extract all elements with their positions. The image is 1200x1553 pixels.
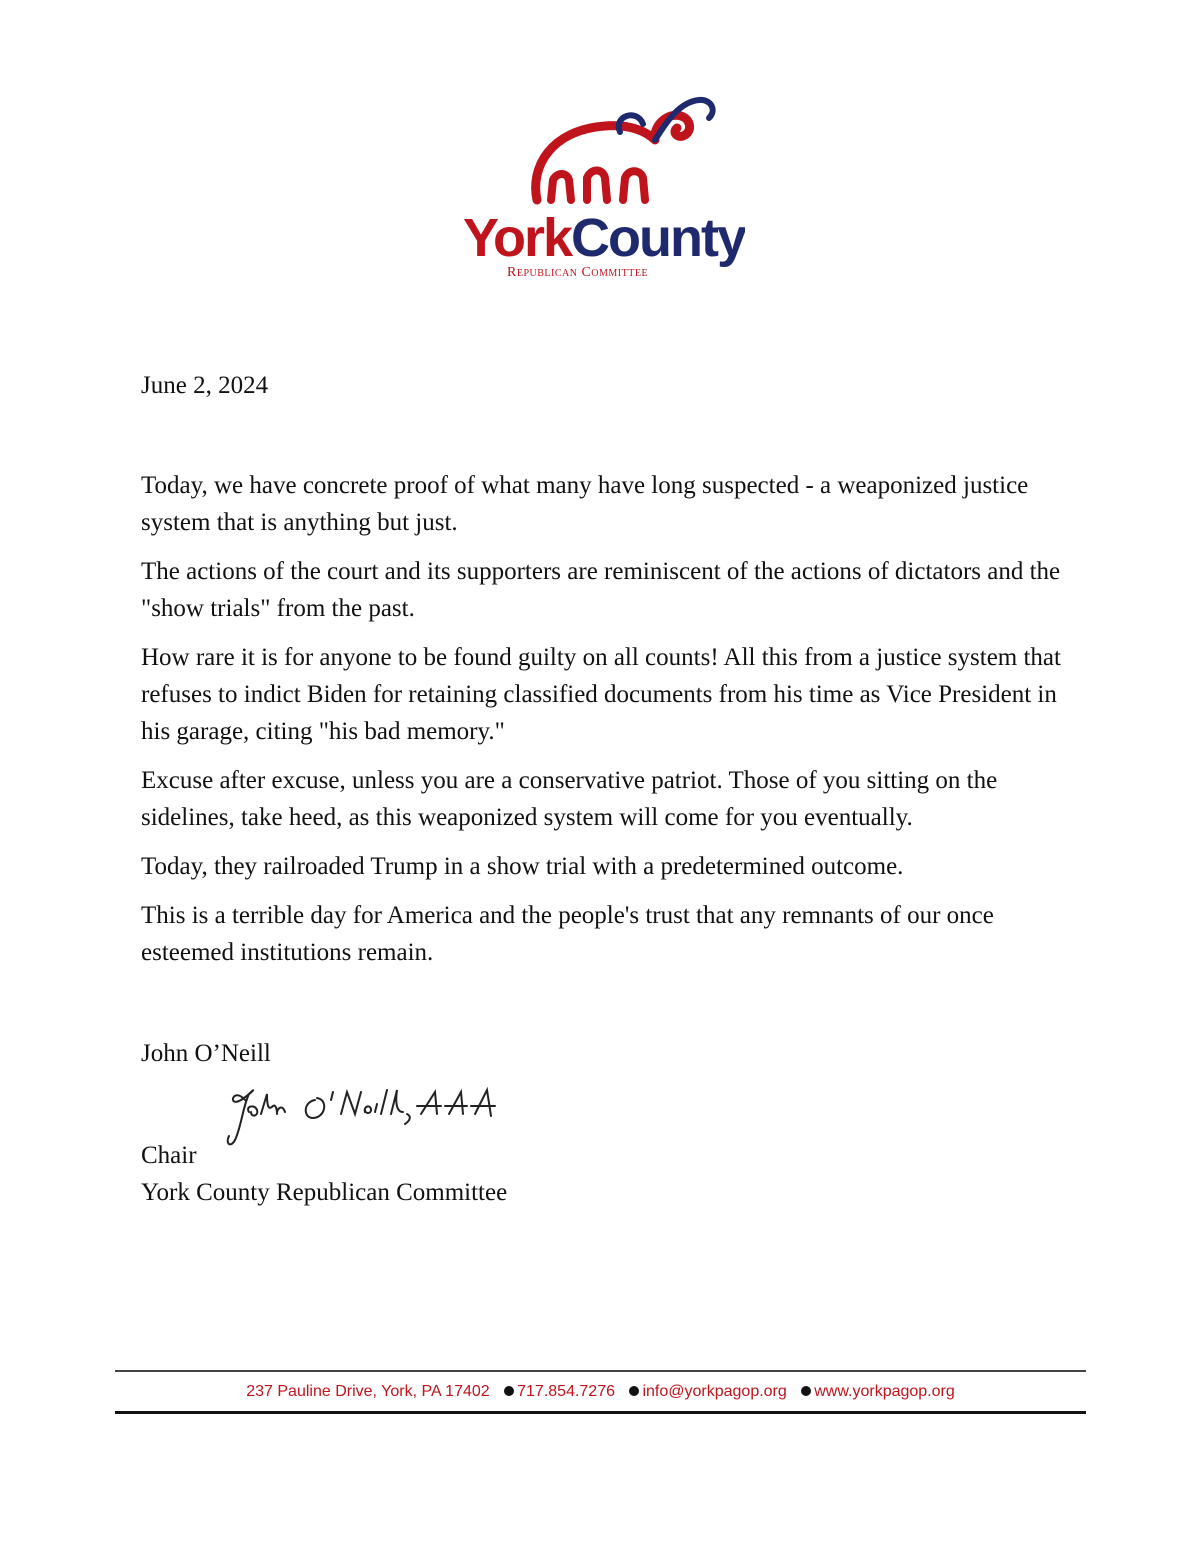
paragraph: This is a terrible day for America and the people's trust that any remnants of our once esteemed institutions remain.	[141, 902, 994, 966]
footer-divider-top	[115, 1370, 1086, 1372]
paragraph: The actions of the court and its supporters are reminiscent of the actions of dictators and the "show trials" from the past.	[141, 558, 1061, 622]
footer-email-link[interactable]: info@yorkpagop.org	[642, 1383, 787, 1400]
paragraph: Excuse after excuse, unless you are a conservative patriot. Those of you sitting on the sidelines, take heed, as this weaponized system will come for you eventually.	[141, 767, 998, 831]
elephant-logo-icon	[455, 88, 745, 288]
letterhead-footer	[115, 1378, 1086, 1406]
signer-organization: York County Republican Committee	[141, 1179, 508, 1206]
footer-divider-bottom	[115, 1411, 1086, 1414]
signer-title: Chair	[141, 1142, 197, 1169]
signer-title-block	[141, 1137, 507, 1211]
paragraph: Today, they railroaded Trump in a show trial with a predetermined outcome.	[141, 853, 904, 880]
bullet-icon	[504, 1386, 514, 1396]
letter-date: June 2, 2024	[141, 372, 269, 399]
paragraph: Today, we have concrete proof of what many have long suspected - a weaponized justice system that is anything but just.	[141, 472, 1029, 536]
bullet-icon	[801, 1386, 811, 1396]
letter-body	[141, 467, 1071, 983]
bullet-icon	[629, 1386, 639, 1396]
signer-name: John O’Neill	[141, 1040, 271, 1067]
logo-subtitle: Republican Committee	[507, 265, 649, 280]
organization-logo	[455, 88, 745, 288]
paragraph: How rare it is for anyone to be found guilty on all counts! All this from a justice system that refuses to indict Biden for retaining classified documents from his time as Vice President in his garage, citing "his bad memory."	[141, 644, 1061, 745]
footer-website-link[interactable]: www.yorkpagop.org	[814, 1383, 955, 1400]
footer-address: 237 Pauline Drive, York, PA 17402	[246, 1383, 490, 1400]
footer-phone[interactable]: 717.854.7276	[517, 1383, 615, 1400]
logo-wordmark: YorkCounty	[463, 208, 745, 268]
